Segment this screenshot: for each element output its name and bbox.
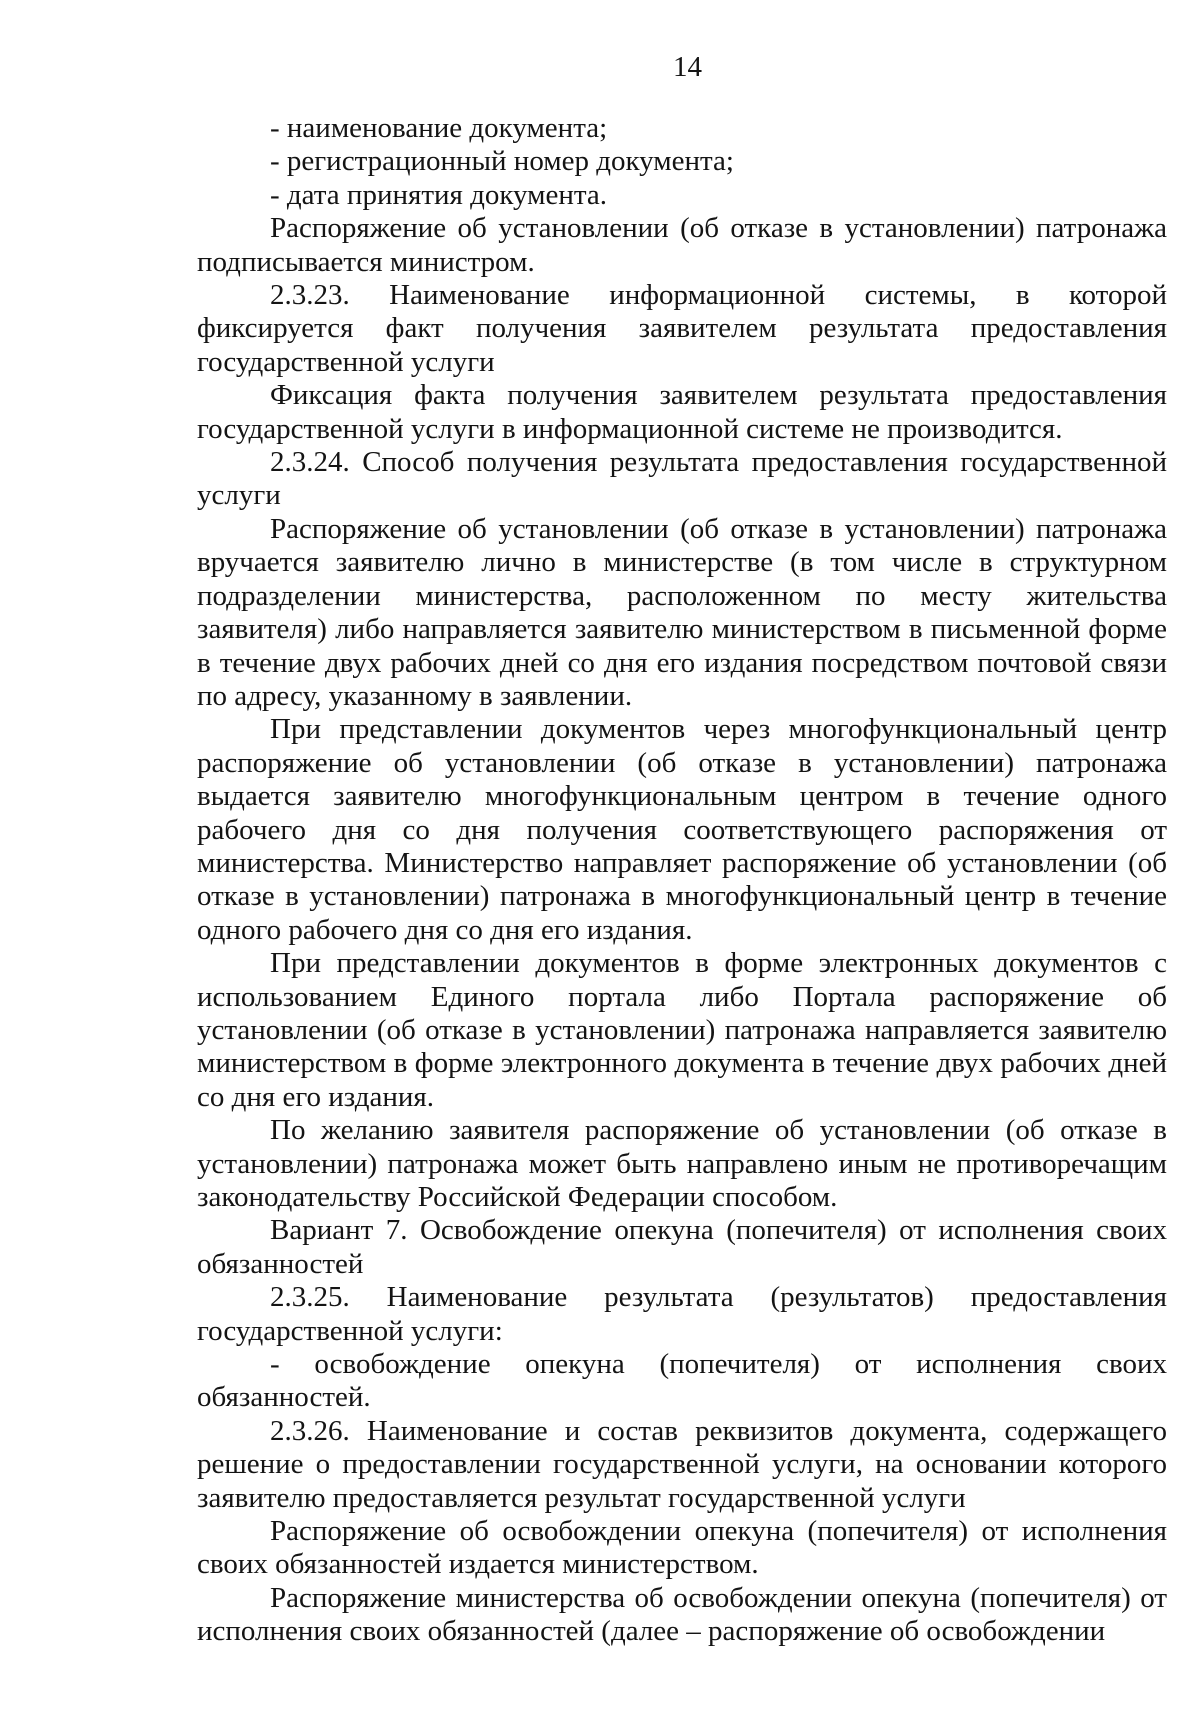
variant-7-heading: Вариант 7. Освобождение опекуна (попечителя) от исполнения своих обязанностей	[197, 1214, 1167, 1280]
list-item-registration-number: - регистрационный номер документа;	[270, 145, 734, 178]
paragraph-order-signed: Распоряжение об установлении (об отказе в установлении) патронажа подписывается министром.	[197, 212, 1167, 278]
list-item-document-name: - наименование документа;	[270, 112, 608, 144]
paragraph-release-order-definition: Распоряжение министерства об освобождении опекуна (попечителя) от исполнения своих обязанностей (далее – распоряжение об освобождении	[197, 1581, 1167, 1648]
page-number: 14	[673, 51, 702, 83]
section-heading-2-3-25: 2.3.25. Наименование результата (результатов) предоставления государственной услуги:	[197, 1281, 1167, 1347]
section-heading-2-3-24: 2.3.24. Способ получения результата предоставления государственной услуги	[197, 446, 1167, 512]
paragraph-electronic-delivery: При представлении документов в форме электронных документов с использованием Единого портала либо Портала распоряжение об установлении (об отказе в установлении) патронажа направляется заявителю министерством в форме электронного документа в течение двух рабочих дней со дня его издания.	[197, 947, 1167, 1113]
list-item-adoption-date: - дата принятия документа.	[270, 178, 608, 211]
paragraph-release-order-issued: Распоряжение об освобождении опекуна (попечителя) от исполнения своих обязанностей издается министерством.	[197, 1515, 1167, 1581]
paragraph-delivery-in-person: Распоряжение об установлении (об отказе в установлении) патронажа вручается заявителю лично в министерстве (в том числе в структурном подразделении министерства, расположенном по месту жительства заявителя) либо направляется заявителю министерством в письменной форме в течение двух рабочих дней со дня его издания посредством почтовой связи по адресу, указанному в заявлении.	[197, 512, 1167, 712]
document-body	[197, 112, 1167, 1649]
paragraph-fixation: Фиксация факта получения заявителем результата предоставления государственной услуги в информационной системе не производится.	[197, 379, 1167, 445]
paragraph-other-method: По желанию заявителя распоряжение об установлении (об отказе в установлении) патронажа может быть направлено иным не противоречащим законодательству Российской Федерации способом.	[197, 1114, 1167, 1213]
paragraph-mfc-delivery: При представлении документов через многофункциональный центр распоряжение об установлении (об отказе в установлении) патронажа выдается заявителю многофункциональным центром в течение одного рабочего дня со дня получения соответствующего распоряжения от министерства. Министерство направляет распоряжение об установлении (об отказе в установлении) патронажа в многофункциональный центр в течение одного рабочего дня со дня его издания.	[197, 713, 1167, 946]
section-heading-2-3-26: 2.3.26. Наименование и состав реквизитов документа, содержащего решение о предоставлении государственной услуги, на основании которого заявителю предоставляется результат государственной услуги	[197, 1414, 1167, 1514]
paragraph-release-guardian: - освобождение опекуна (попечителя) от исполнения своих обязанностей.	[197, 1348, 1167, 1414]
section-heading-2-3-23: 2.3.23. Наименование информационной системы, в которой фиксируется факт получения заявителем результата предоставления государственной услуги	[197, 279, 1167, 378]
